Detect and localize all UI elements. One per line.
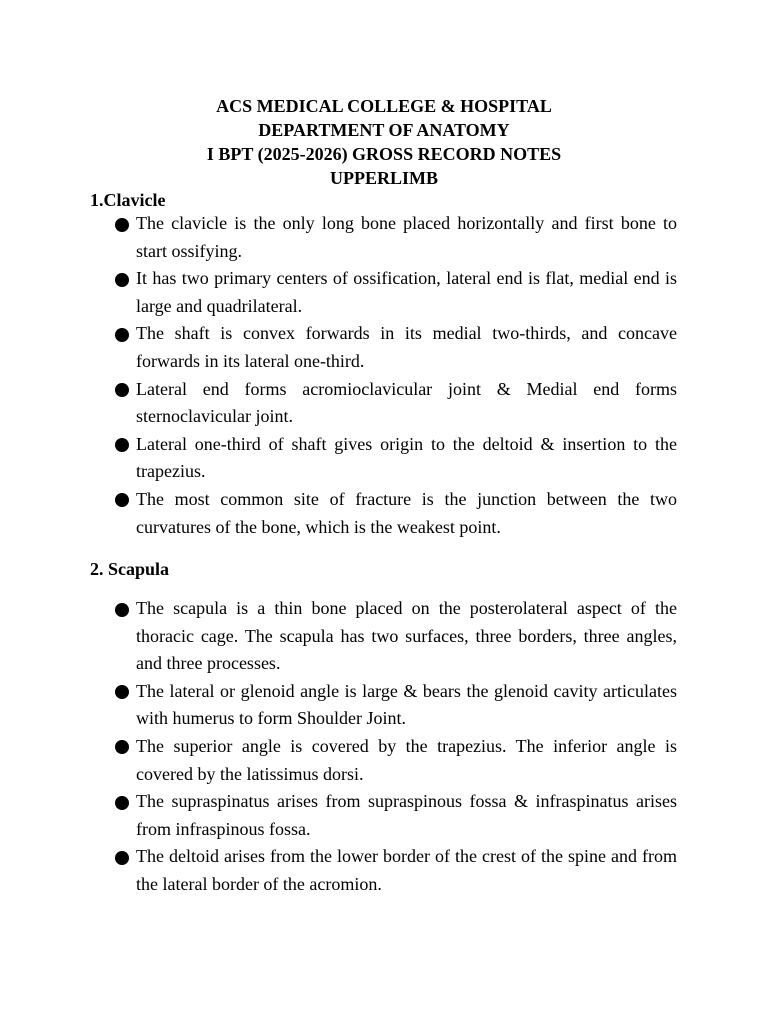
section-title-scapula: 2. Scapula bbox=[90, 559, 170, 579]
list-item-text: The clavicle is the only long bone placed horizontally and first bone to start ossifying. bbox=[136, 213, 677, 261]
section-title-clavicle: 1.Clavicle bbox=[90, 190, 166, 210]
list-item bbox=[112, 733, 677, 788]
list-item bbox=[112, 843, 677, 898]
list-item-text: The deltoid arises from the lower border of the crest of the spine and from the lateral border of the acromion. bbox=[136, 846, 677, 894]
list-item bbox=[112, 678, 677, 733]
bullet-icon bbox=[115, 740, 129, 754]
list-item bbox=[112, 265, 677, 320]
bullet-icon bbox=[115, 273, 129, 287]
bullet-icon bbox=[115, 685, 129, 699]
list-item bbox=[112, 320, 677, 375]
bullet-icon bbox=[115, 438, 129, 452]
bullet-icon bbox=[115, 851, 129, 865]
list-item-text: Lateral one-third of shaft gives origin to the deltoid & insertion to the trapezius. bbox=[136, 433, 677, 482]
list-item-text: It has two primary centers of ossification, lateral end is flat, medial end is large and quadrilateral. bbox=[136, 268, 677, 316]
list-item bbox=[112, 595, 677, 678]
list-item bbox=[112, 431, 677, 486]
document-header bbox=[0, 94, 768, 190]
list-item-text: The shaft is convex forwards in its medial two-thirds, and concave forwards in its lateral one-third. bbox=[136, 323, 677, 371]
list-item-text: The most common site of fracture is the junction between the two curvatures of the bone, which is the weakest point. bbox=[136, 488, 677, 537]
list-item bbox=[112, 486, 677, 541]
list-item bbox=[112, 788, 677, 843]
scapula-bullet-list bbox=[112, 595, 677, 899]
bullet-icon bbox=[115, 493, 129, 507]
bullet-icon bbox=[115, 218, 129, 232]
list-item bbox=[112, 210, 677, 265]
bullet-icon bbox=[115, 328, 129, 342]
bullet-icon bbox=[115, 796, 129, 810]
topic-title: UPPERLIMB bbox=[330, 168, 438, 188]
college-name: ACS MEDICAL COLLEGE & HOSPITAL bbox=[216, 96, 552, 116]
bullet-icon bbox=[115, 383, 129, 397]
clavicle-bullet-list bbox=[112, 210, 677, 541]
bullet-icon bbox=[115, 603, 129, 617]
list-item-text: The scapula is a thin bone placed on the posterolateral aspect of the thoracic cage. The scapula has two surfaces, three borders, three angles, and three processes. bbox=[136, 598, 677, 674]
department-name: DEPARTMENT OF ANATOMY bbox=[258, 120, 510, 140]
course-title: I BPT (2025-2026) GROSS RECORD NOTES bbox=[206, 144, 562, 164]
list-item-text: The superior angle is covered by the trapezius. The inferior angle is covered by the latissimus dorsi. bbox=[136, 735, 677, 784]
list-item-text: The supraspinatus arises from supraspinous fossa & infraspinatus arises from infraspinous fossa. bbox=[136, 791, 677, 839]
list-item-text: The lateral or glenoid angle is large & bears the glenoid cavity articulates with humerus to form Shoulder Joint. bbox=[136, 680, 677, 729]
list-item-text: Lateral end forms acromioclavicular joint & Medial end forms sternoclavicular joint. bbox=[136, 378, 677, 427]
list-item bbox=[112, 376, 677, 431]
